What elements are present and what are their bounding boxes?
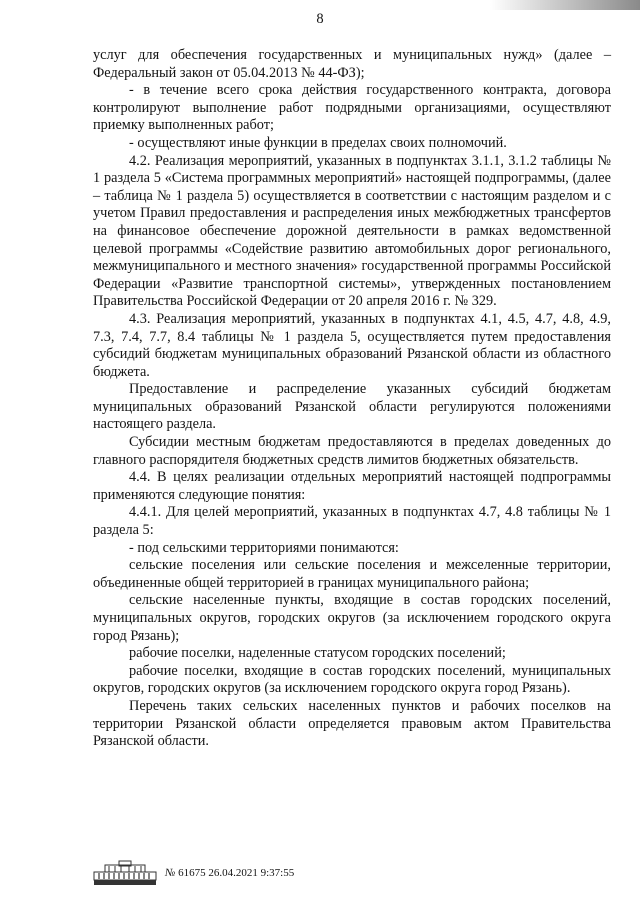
- government-stamp-icon: [93, 860, 157, 886]
- paragraph: 4.4. В целях реализации отдельных мероприятий настоящей подпрограммы применяются следующие понятия:: [93, 469, 611, 503]
- paragraph: сельские населенные пункты, входящие в состав городских поселений, муниципальных округов, городских округов (за исключением городского округа город Рязань);: [93, 592, 611, 644]
- paragraph: рабочие поселки, наделенные статусом городских поселений;: [129, 645, 506, 662]
- registration-symbol: №: [165, 867, 176, 879]
- paragraph: 4.4.1. Для целей мероприятий, указанных в подпунктах 4.7, 4.8 таблицы № 1 раздела 5:: [93, 504, 611, 539]
- registration-mark: [165, 867, 294, 879]
- paragraph: 4.3. Реализация мероприятий, указанных в подпунктах 4.1, 4.5, 4.7, 4.8, 4.9, 7.3, 7.4, 7.7, 8.4 таблицы № 1 раздела 5, осуществляется путем предоставления субсидий бюджетам муниципальных образований Рязанской области из областного бюджета.: [93, 310, 611, 380]
- paragraph: 4.2. Реализация мероприятий, указанных в подпунктах 3.1.1, 3.1.2 таблицы № 1 раздела 5 «Система программных мероприятий» настоящей подпрограммы, (далее – таблица № 1 раздела 5) осуществляется в соответствии с настоящим разделом и с учетом Правил предоставления и распределения иных межбюджетных трансфертов на финансовое обеспечение дорожной деятельности в рамках ведомственной целевой программы «Содействие развитию автомобильных дорог регионального, межмуниципального и местного значения» государственной программы Российской Федерации «Развитие транспортной системы», утвержденных постановлением Правительства Российской Федерации от 20 апреля 2016 г. № 329.: [93, 152, 611, 310]
- paragraph: рабочие поселки, входящие в состав городских поселений, муниципальных округов, городских округов (за исключением городского округа город Рязань).: [93, 662, 611, 697]
- page-number: 8: [316, 11, 324, 27]
- paragraph: - в течение всего срока действия государственного контракта, договора контролируют выполнение работ подрядными организациями, осуществляют приемку выполненных работ;: [93, 82, 611, 134]
- paragraph: Предоставление и распределение указанных субсидий бюджетам муниципальных образований Рязанской области регулируются положениями настоящего раздела.: [93, 381, 611, 433]
- scan-edge-shadow: [490, 0, 640, 10]
- paragraph: - под сельскими территориями понимаются:: [129, 539, 399, 556]
- paragraph: сельские поселения или сельские поселения и межселенные территории, объединенные общей территорией в границах муниципального района;: [93, 557, 611, 591]
- document-body: [93, 47, 611, 751]
- paragraph: - осуществляют иные функции в пределах своих полномочий.: [129, 134, 507, 151]
- registration-text: 61675 26.04.2021 9:37:55: [178, 867, 295, 879]
- paragraph: услуг для обеспечения государственных и муниципальных нужд» (далее – Федеральный закон от 05.04.2013 № 44-ФЗ);: [93, 47, 611, 81]
- paragraph: Перечень таких сельских населенных пунктов и рабочих поселков на территории Рязанской области определяется правовым актом Правительства Рязанской области.: [93, 697, 611, 750]
- paragraph: Субсидии местным бюджетам предоставляются в пределах доведенных до главного распорядителя бюджетных средств лимитов бюджетных обязательств.: [93, 434, 611, 468]
- document-footer: [93, 858, 353, 886]
